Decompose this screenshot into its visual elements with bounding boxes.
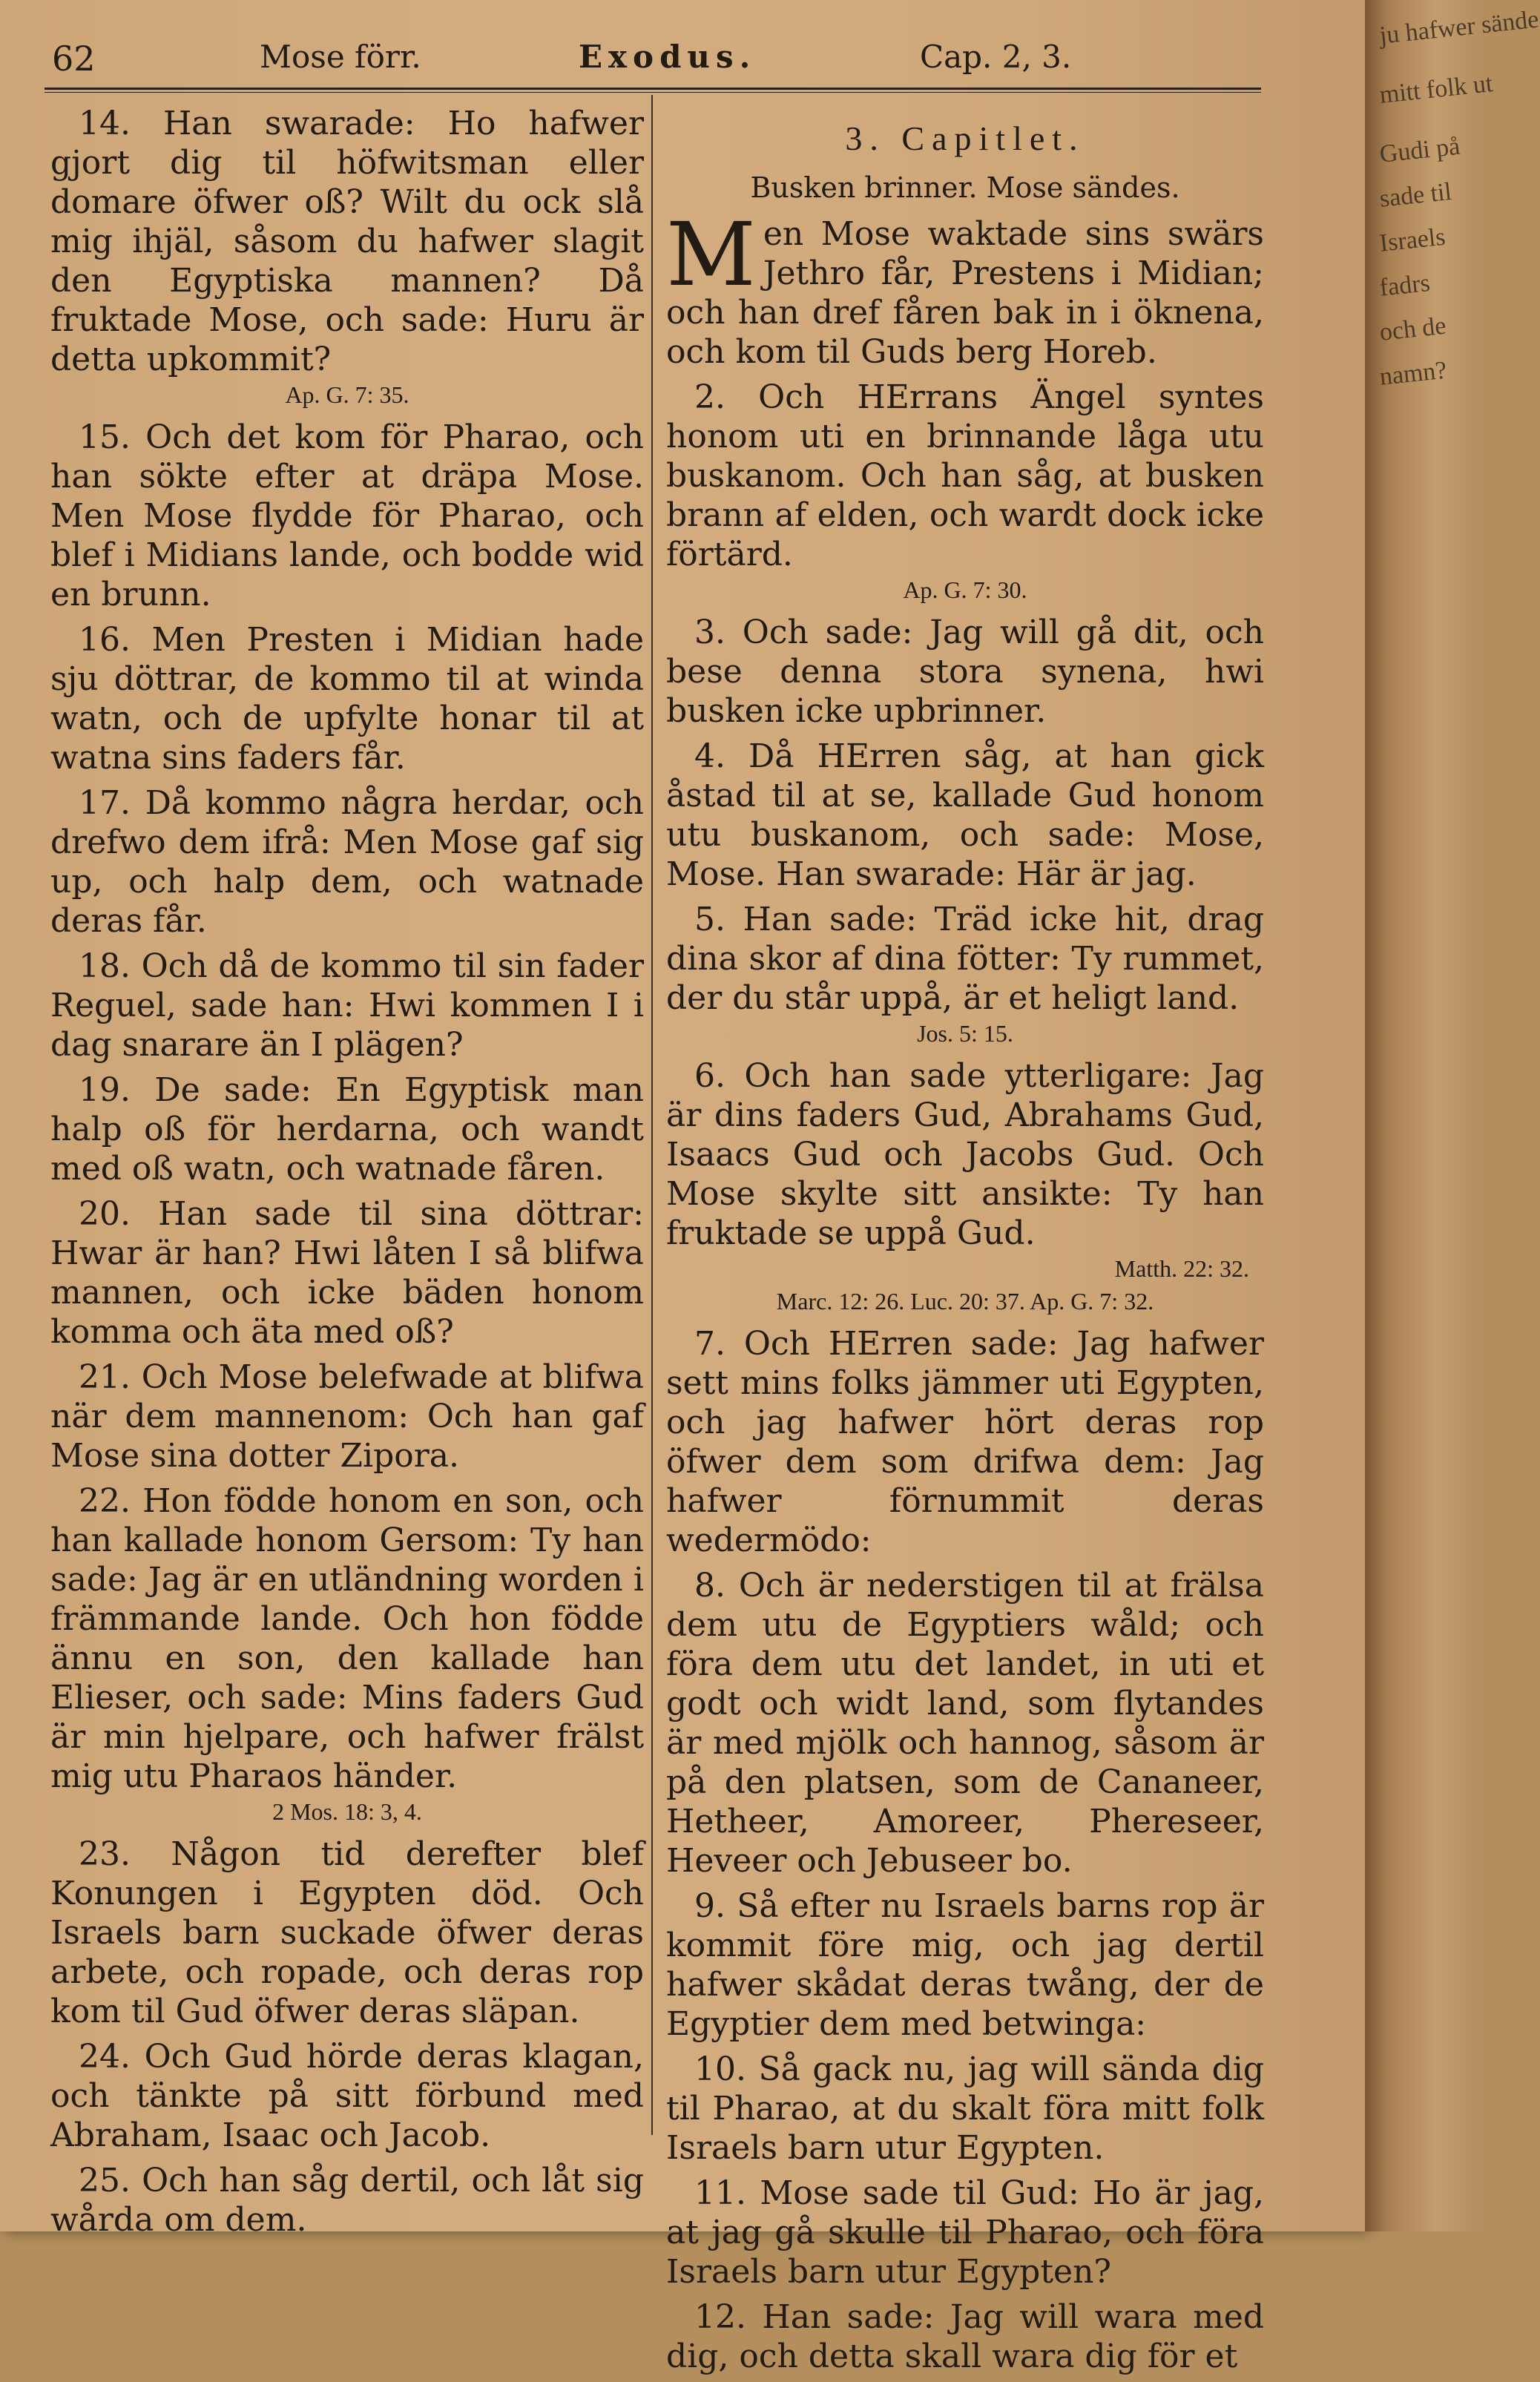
verse-11: 11. Mose sade til Gud: Ho är jag, at jag gå skulle til Pharao, och föra Israels barn utur Egypten? — [666, 2174, 1264, 2291]
chapter-title: 3. Capitlet. — [845, 119, 1085, 157]
verse-16: 16. Men Presten i Midian hade sju döttrar, de kommo til at winda watn, och de upfylte honar til at watna sins faders får. — [50, 621, 644, 777]
facing-page-line: mitt folk ut — [1378, 70, 1495, 109]
verse-18: 18. Och då de kommo til sin fader Reguel, sade han: Hwi kommen I i dag snarare än I plägen? — [50, 947, 644, 1064]
cross-reference: Ap. G. 7: 30. — [903, 576, 1027, 603]
verse-21: 21. Och Mose belefwade at blifwa när dem mannenom: Och han gaf Mose sina dotter Zipora. — [50, 1358, 644, 1475]
verse-12: 12. Han sade: Jag will wara med dig, och detta skall wara dig för et — [666, 2298, 1264, 2375]
column-divider — [651, 95, 653, 2135]
verse-7: 7. Och HErren sade: Jag hafwer sett mins folks jämmer uti Egypten, och jag hafwer hört deras rop öfwer dem som drifwa dem: Jag hafwer förnummit deras wedermödo: — [666, 1325, 1264, 1559]
verse-23: 23. Någon tid derefter blef Konungen i Egypten död. Och Israels barn suckade öfwer deras arbete, och ropade, och deras rop kom til Gud öfwer deras släpan. — [50, 1835, 644, 2030]
running-header — [45, 39, 1261, 91]
drop-cap: M — [666, 203, 756, 306]
facing-page-line: ju hafwer sände — [1378, 5, 1540, 50]
cross-reference: Jos. 5: 15. — [917, 1020, 1013, 1047]
verse-20: 20. Han sade til sina döttrar: Hwar är han? Hwi låten I så blifwa mannen, och icke bäden honom komma och äta med oß? — [50, 1195, 644, 1351]
verse-19: 19. De sade: En Egyptisk man halp oß för herdarna, och wandt med oß watn, och watnade fåren. — [50, 1071, 644, 1188]
page-number: 62 — [52, 39, 96, 79]
cross-reference: Matth. 22: 32. — [1114, 1255, 1249, 1282]
facing-page-line: Israels — [1378, 223, 1447, 257]
cross-reference: Marc. 12: 26. Luc. 20: 37. Ap. G. 7: 32. — [776, 1288, 1154, 1315]
verse-3: 3. Och sade: Jag will gå dit, och bese denna stora synena, hwi busken icke upbrinner. — [666, 613, 1264, 730]
verse-1-text: en Mose waktade sins swärs Jethro får, Prestens i Midian; och han dref fåren bak in i öknena, och kom til Guds berg Horeb. — [666, 215, 1264, 371]
facing-page-line: namn? — [1378, 356, 1449, 391]
facing-page-edge — [1365, 0, 1540, 2231]
facing-page-line: sade til — [1378, 177, 1453, 213]
verse-14: 14. Han swarade: Ho hafwer gjort dig til höfwitsman eller domare öfwer oß? Wilt du ock slå mig ihjäl, såsom du hafwer slagit den Egyptiska mannen? Då fruktade Mose, och sade: Huru är detta upkommit? — [50, 105, 644, 378]
facing-page-line: och de — [1378, 312, 1448, 346]
verse-15: 15. Och det kom för Pharao, och han sökte efter at dräpa Mose. Men Mose flydde för Pharao, och blef i Midians lande, och bodde wid en brunn. — [50, 418, 644, 613]
chapter-summary: Busken brinner. Mose sändes. — [750, 171, 1180, 204]
verse-6: 6. Och han sade ytterligare: Jag är dins faders Gud, Abrahams Gud, Isaacs Gud och Jacobs Gud. Och Mose skylte sitt ansikte: Ty han fruktade se uppå Gud. — [666, 1057, 1264, 1252]
verse-24: 24. Och Gud hörde deras klagan, och tänkte på sitt förbund med Abraham, Isaac och Jacob. — [50, 2038, 644, 2154]
right-column — [666, 104, 1264, 2382]
facing-page-line: fadrs — [1378, 269, 1432, 302]
facing-page-line: Gudi på — [1378, 132, 1461, 168]
cross-reference: Ap. G. 7: 35. — [285, 381, 409, 408]
verse-4: 4. Då HErren såg, at han gick åstad til at se, kallade Gud honom utu buskanom, och sade: Mose, Mose. Han swarade: Här är jag. — [666, 737, 1264, 893]
header-rule — [45, 88, 1261, 93]
running-head-chapters: Cap. 2, 3. — [920, 39, 1072, 75]
verse-1 — [666, 203, 1264, 372]
verse-9: 9. Så efter nu Israels barns rop är kommit före mig, och jag dertil hafwer skådat deras twång, der de Egyptier dem med betwinga: — [666, 1887, 1264, 2043]
verse-2: 2. Och HErrans Ängel syntes honom uti en brinnande låga utu buskanom. Och han såg, at busken brann af elden, och wardt dock icke förtärd. — [666, 378, 1264, 573]
verse-5: 5. Han sade: Träd icke hit, drag dina skor af dina fötter: Ty rummet, der du står uppå, är et heligt land. — [666, 901, 1264, 1017]
verse-10: 10. Så gack nu, jag will sända dig til Pharao, at du skalt föra mitt folk Israels barn utur Egypten. — [666, 2050, 1264, 2167]
verse-22: 22. Hon födde honom en son, och han kallade honom Gersom: Ty han sade: Jag är en utländning worden i främmande lande. Och hon födde ännu en son, den kallade han Elieser, och sade: Mins faders Gud är min hjelpare, och hafwer frälst mig utu Pharaos händer. — [50, 1482, 644, 1795]
cross-reference: 2 Mos. 18: 3, 4. — [272, 1798, 422, 1825]
running-head-book: Mose förr. — [260, 39, 421, 75]
running-head-title: Exodus. — [579, 39, 757, 75]
verse-17: 17. Då kommo några herdar, och drefwo dem ifrå: Men Mose gaf sig up, och halp dem, och watnade deras får. — [50, 784, 644, 940]
verse-8: 8. Och är nederstigen til at frälsa dem utu de Egyptiers wåld; och föra dem utu det landet, in uti et godt och widt land, som flytandes är med mjölk och hannog, såsom är på den platsen, som de Cananeer, Hetheer, Amoreer, Phereseer, Heveer och Jebuseer bo. — [666, 1567, 1264, 1880]
verse-25: 25. Och han såg dertil, och låt sig wårda om dem. — [50, 2162, 644, 2239]
left-column — [50, 104, 644, 2246]
